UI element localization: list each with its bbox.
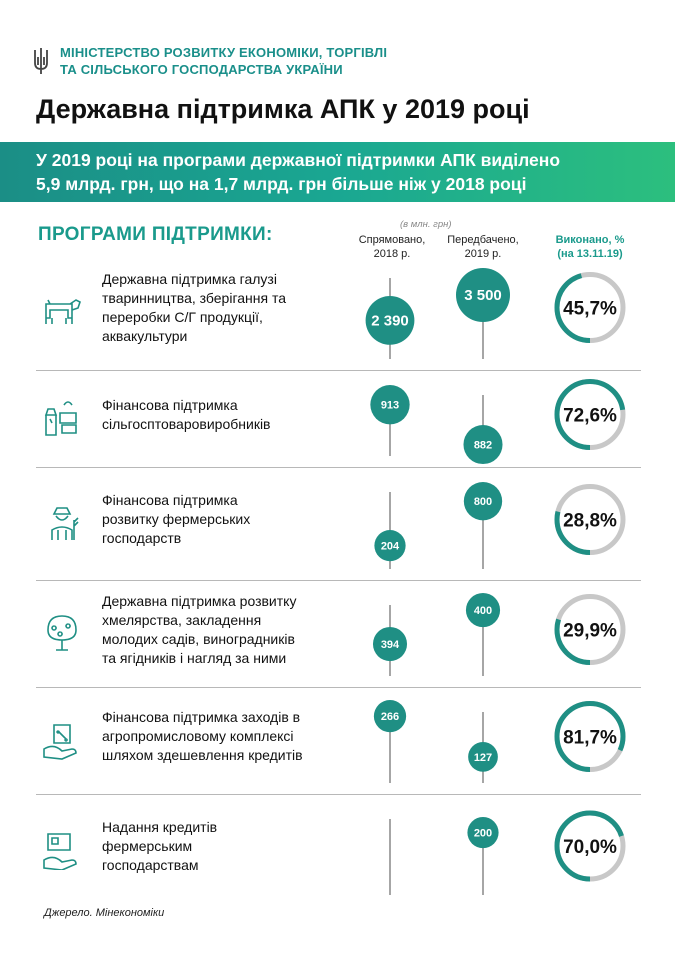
done-gauge [557, 487, 623, 553]
pin-directed [374, 700, 406, 783]
program-label-line: Фінансова підтримка [102, 492, 238, 508]
program-label-line: сільгосптоваровиробників [102, 416, 271, 432]
pin-value-planned: 200 [473, 827, 493, 840]
done-gauge [557, 813, 623, 879]
pin-planned [466, 593, 500, 676]
program-label-line: агропромисловому комплексі [102, 728, 294, 744]
program-label-line: Фінансова підтримка [102, 397, 238, 413]
pin-planned [456, 268, 510, 359]
program-label-line: переробки С/Г продукції, [102, 309, 263, 325]
program-label-line: молодих садів, виноградників [102, 631, 295, 647]
column-header-done-line2: (на 13.11.19) [557, 248, 623, 260]
gauge-value: 72,6% [563, 405, 617, 427]
program-label-line: фермерським [102, 838, 193, 854]
banner-line-1: У 2019 році на програми державної підтримки АПК виділено [36, 150, 561, 170]
done-gauge [557, 597, 623, 663]
gauge-value: 70,0% [563, 837, 617, 858]
ministry-line-2: ТА СІЛЬСЬКОГО ГОСПОДАРСТВА УКРАЇНИ [60, 62, 343, 77]
program-label-line: шляхом здешевлення кредитів [102, 747, 303, 763]
column-header-planned-line2: 2019 р. [464, 248, 502, 260]
section-title: ПРОГРАМИ ПІДТРИМКИ: [38, 224, 273, 245]
pin-value-planned: 800 [473, 496, 493, 509]
column-header-done-line1: Виконано, % [555, 234, 625, 246]
pin-planned [464, 482, 502, 569]
pin-value-planned: 882 [473, 439, 493, 452]
column-header-planned-line1: Передбачено, [447, 234, 519, 246]
done-gauge [557, 704, 623, 770]
gauge-value: 81,7% [563, 727, 617, 749]
program-label-line: та ягідників і нагляд за ними [102, 650, 287, 666]
pin-directed [366, 278, 415, 359]
program-label-line: господарствам [102, 857, 199, 873]
done-gauge [557, 382, 623, 448]
program-label-line: тваринництва, зберігання та [102, 290, 287, 306]
pin-planned [468, 712, 498, 783]
ministry-line-1: МІНІСТЕРСТВО РОЗВИТКУ ЕКОНОМІКИ, ТОРГІВЛІ [60, 45, 388, 60]
gauge-value: 28,8% [563, 510, 617, 532]
pin-planned [463, 395, 502, 464]
program-label-line: Державна підтримка галузі [102, 271, 277, 287]
pin-value-directed: 266 [380, 711, 400, 724]
pin-value-planned: 127 [473, 751, 493, 764]
gauge-value: 29,9% [563, 620, 617, 642]
pin-value-planned: 3 500 [464, 287, 502, 304]
pin-directed [370, 385, 409, 456]
done-gauge [557, 275, 623, 341]
pin-value-directed: 204 [380, 540, 400, 553]
units-label: (в млн. грн) [400, 219, 452, 230]
pin-directed [373, 605, 407, 676]
banner-line-2: 5,9 млрд. грн, що на 1,7 млрд. грн більше ніж у 2018 році [36, 174, 527, 194]
program-label-line: Фінансова підтримка заходів в [102, 709, 301, 725]
pin-value-directed: 913 [380, 399, 400, 412]
gauge-value: 45,7% [563, 298, 617, 320]
program-label-line: аквакультури [102, 328, 188, 344]
pin-value-directed: 394 [380, 639, 400, 652]
pin-directed [374, 492, 405, 569]
column-header-directed-line1: Спрямовано, [358, 234, 426, 246]
program-label-line: Надання кредитів [102, 819, 218, 835]
page-title: Державна підтримка АПК у 2019 році [36, 94, 530, 124]
program-label-line: розвитку фермерських [102, 511, 251, 527]
program-label-line: господарств [102, 530, 182, 546]
pin-value-directed: 2 390 [371, 312, 409, 330]
pin-planned [467, 817, 498, 895]
pin-value-planned: 400 [473, 605, 493, 618]
program-label-line: хмелярства, закладення [102, 612, 262, 628]
source-note: Джерело. Мінекономіки [44, 907, 165, 919]
column-header-directed-line2: 2018 р. [373, 248, 411, 260]
program-label-line: Державна підтримка розвитку [102, 593, 297, 609]
